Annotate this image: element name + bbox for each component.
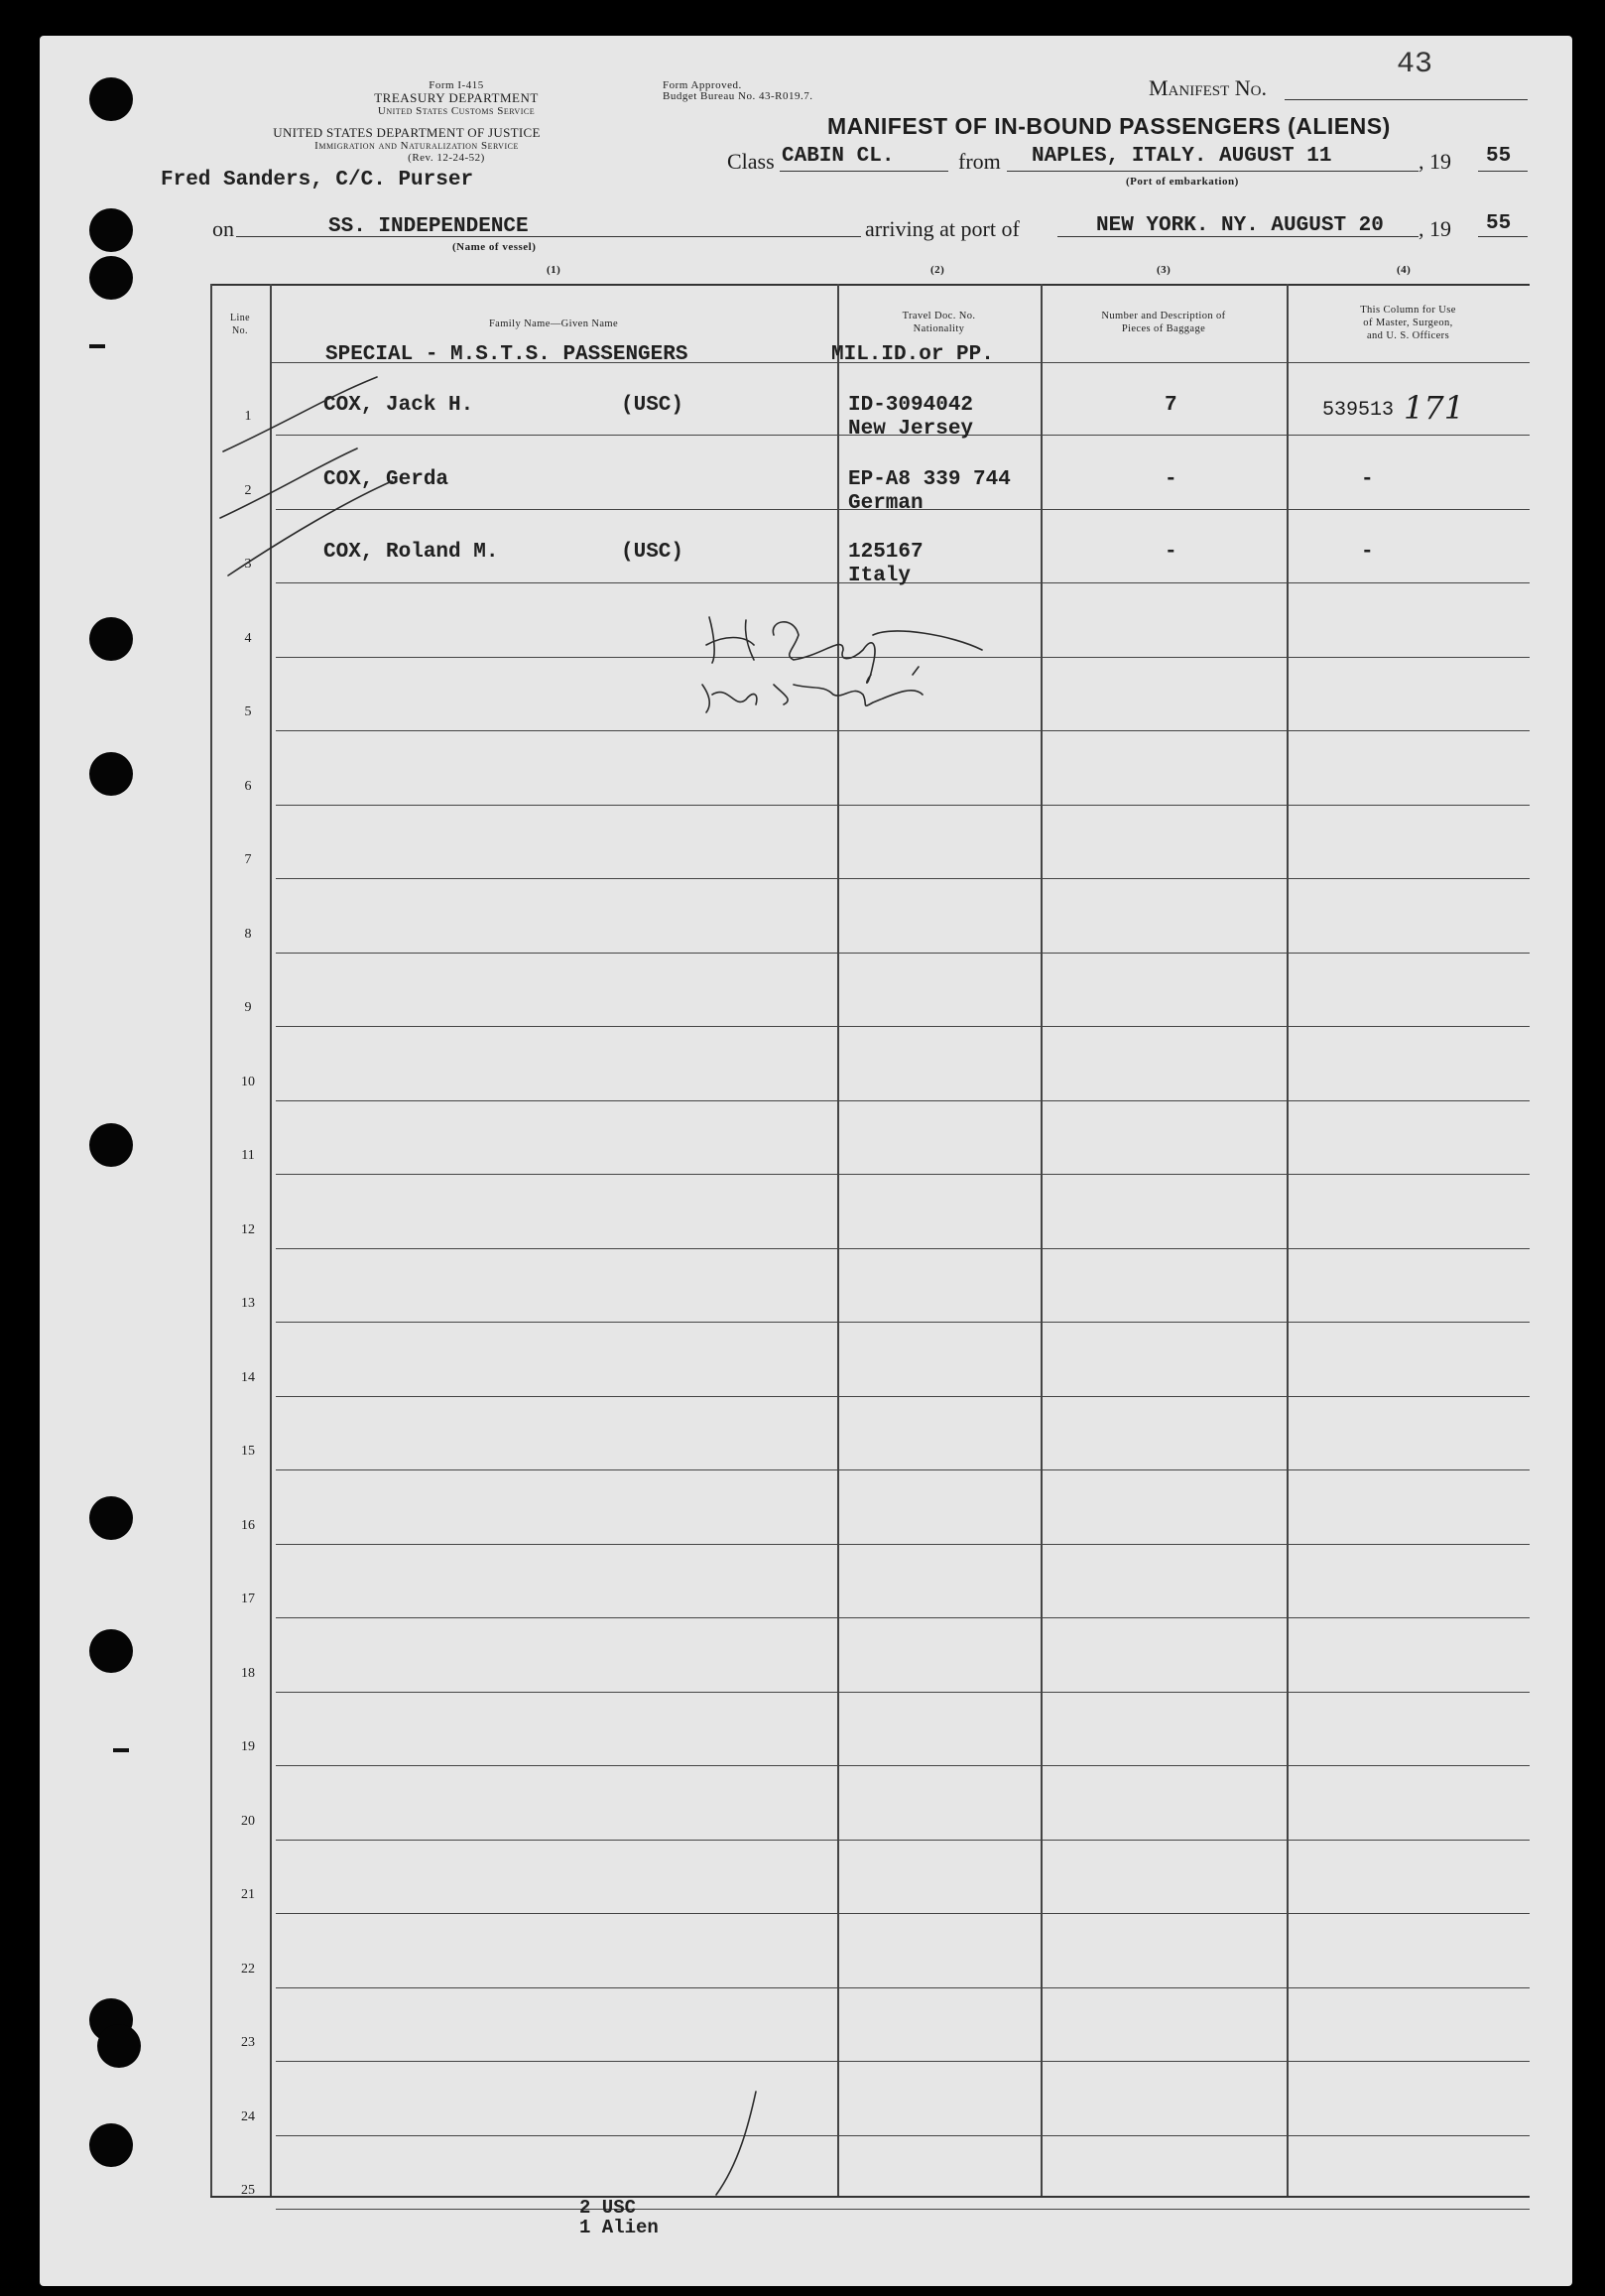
justice-dept: UNITED STATES DEPARTMENT OF JUSTICE bbox=[273, 125, 541, 140]
baggage-count: 7 bbox=[1165, 394, 1177, 417]
line-number: 17 bbox=[241, 1592, 255, 1606]
check-stroke bbox=[220, 448, 357, 518]
year-label-2: , 19 bbox=[1419, 216, 1451, 241]
line-number: 1 bbox=[244, 409, 252, 424]
passenger-name: COX, Gerda bbox=[323, 468, 449, 491]
col-head-travel: Travel Doc. No. Nationality bbox=[902, 311, 976, 334]
year-label-1: , 19 bbox=[1419, 149, 1451, 174]
arriving-label: arriving at port of bbox=[865, 216, 1020, 241]
line-number: 23 bbox=[241, 2035, 255, 2050]
baggage-count: - bbox=[1165, 541, 1177, 564]
passenger-name: COX, Roland M. bbox=[323, 541, 499, 564]
line-number: 6 bbox=[244, 779, 252, 794]
manifest-no-label: Manifest No. bbox=[1149, 75, 1267, 100]
column-number: (1) bbox=[547, 264, 561, 276]
line-number: 9 bbox=[244, 1000, 252, 1015]
column-number: (4) bbox=[1397, 264, 1412, 276]
travel-doc: EP-A8 339 744 bbox=[848, 468, 1011, 491]
line-number: 8 bbox=[244, 927, 252, 942]
column-number: (3) bbox=[1157, 264, 1172, 276]
nationality: Italy bbox=[848, 565, 912, 587]
col-head-line-no: Line No. bbox=[230, 313, 250, 336]
nationality: German bbox=[848, 492, 924, 515]
signature-stroke bbox=[706, 617, 982, 683]
officer-handwritten: 171 bbox=[1404, 389, 1465, 427]
officer-mark: - bbox=[1361, 541, 1374, 564]
special-passengers: SPECIAL - M.S.T.S. PASSENGERS bbox=[325, 343, 688, 366]
line-number: 2 bbox=[244, 483, 252, 498]
purser-name: Fred Sanders, C/C. Purser bbox=[161, 169, 474, 191]
line-number: 10 bbox=[241, 1075, 255, 1089]
line-number: 15 bbox=[241, 1444, 255, 1459]
line-number: 21 bbox=[241, 1887, 255, 1902]
arriving-value: NEW YORK. NY. AUGUST 20 bbox=[1096, 214, 1384, 237]
officer-number: 539513 bbox=[1322, 399, 1395, 422]
line-number: 18 bbox=[241, 1666, 255, 1681]
customs-service: United States Customs Service bbox=[377, 105, 536, 117]
line-number: 20 bbox=[241, 1814, 255, 1829]
year-value-1: 55 bbox=[1486, 145, 1512, 168]
doc-type-header: MIL.ID.or PP. bbox=[831, 343, 994, 366]
check-stroke bbox=[223, 377, 377, 451]
officer-mark: - bbox=[1361, 468, 1374, 491]
line-number: 14 bbox=[241, 1370, 255, 1385]
line-number: 4 bbox=[244, 631, 252, 646]
budget-bureau: Budget Bureau No. 43-R019.7. bbox=[663, 90, 813, 102]
citizen-status: (USC) bbox=[621, 541, 684, 564]
port-embark-caption: (Port of embarkation) bbox=[1126, 176, 1239, 188]
class-label: Class bbox=[727, 149, 775, 174]
manifest-title: MANIFEST OF IN-BOUND PASSENGERS (ALIENS) bbox=[827, 113, 1391, 139]
nationality: New Jersey bbox=[848, 418, 974, 441]
line-number: 24 bbox=[241, 2109, 255, 2124]
from-value: NAPLES, ITALY. AUGUST 11 bbox=[1032, 145, 1332, 168]
tally-stroke bbox=[716, 2092, 756, 2195]
class-value: CABIN CL. bbox=[782, 145, 895, 168]
travel-doc: ID-3094042 bbox=[848, 394, 974, 417]
line-number: 16 bbox=[241, 1518, 255, 1533]
revision: (Rev. 12-24-52) bbox=[408, 152, 485, 164]
line-number: 25 bbox=[241, 2183, 255, 2198]
usc-count: 2 USC bbox=[579, 2197, 637, 2219]
line-number: 7 bbox=[244, 852, 252, 867]
on-label: on bbox=[212, 216, 234, 241]
line-number: 3 bbox=[244, 557, 252, 572]
check-stroke bbox=[228, 481, 392, 575]
manifest-no: 43 bbox=[1397, 48, 1433, 81]
travel-doc: 125167 bbox=[848, 541, 924, 564]
col-head-name: Family Name—Given Name bbox=[488, 319, 619, 329]
line-number: 11 bbox=[241, 1148, 255, 1163]
col-head-officers: This Column for Use of Master, Surgeon, and U. S. Officers bbox=[1360, 305, 1456, 341]
col-head-baggage: Number and Description of Pieces of Baggage bbox=[1101, 311, 1226, 334]
vessel-caption: (Name of vessel) bbox=[452, 241, 537, 253]
vessel-name: SS. INDEPENDENCE bbox=[328, 215, 529, 238]
line-number: 13 bbox=[241, 1296, 255, 1311]
treasury-dept: TREASURY DEPARTMENT bbox=[374, 90, 539, 105]
signature-stroke bbox=[702, 667, 923, 712]
column-number: (2) bbox=[930, 264, 945, 276]
alien-count: 1 Alien bbox=[579, 2217, 659, 2238]
line-number: 19 bbox=[241, 1739, 255, 1754]
line-number: 5 bbox=[244, 704, 252, 719]
line-number: 12 bbox=[241, 1222, 255, 1237]
form-number: Form I-415 bbox=[429, 79, 484, 91]
baggage-count: - bbox=[1165, 468, 1177, 491]
citizen-status: (USC) bbox=[621, 394, 684, 417]
from-label: from bbox=[958, 149, 1001, 174]
form-approved: Form Approved. bbox=[663, 79, 742, 91]
line-number: 22 bbox=[241, 1962, 255, 1977]
ins-service: Immigration and Naturalization Service bbox=[314, 140, 519, 152]
year-value-2: 55 bbox=[1486, 212, 1512, 235]
passenger-name: COX, Jack H. bbox=[323, 394, 474, 417]
